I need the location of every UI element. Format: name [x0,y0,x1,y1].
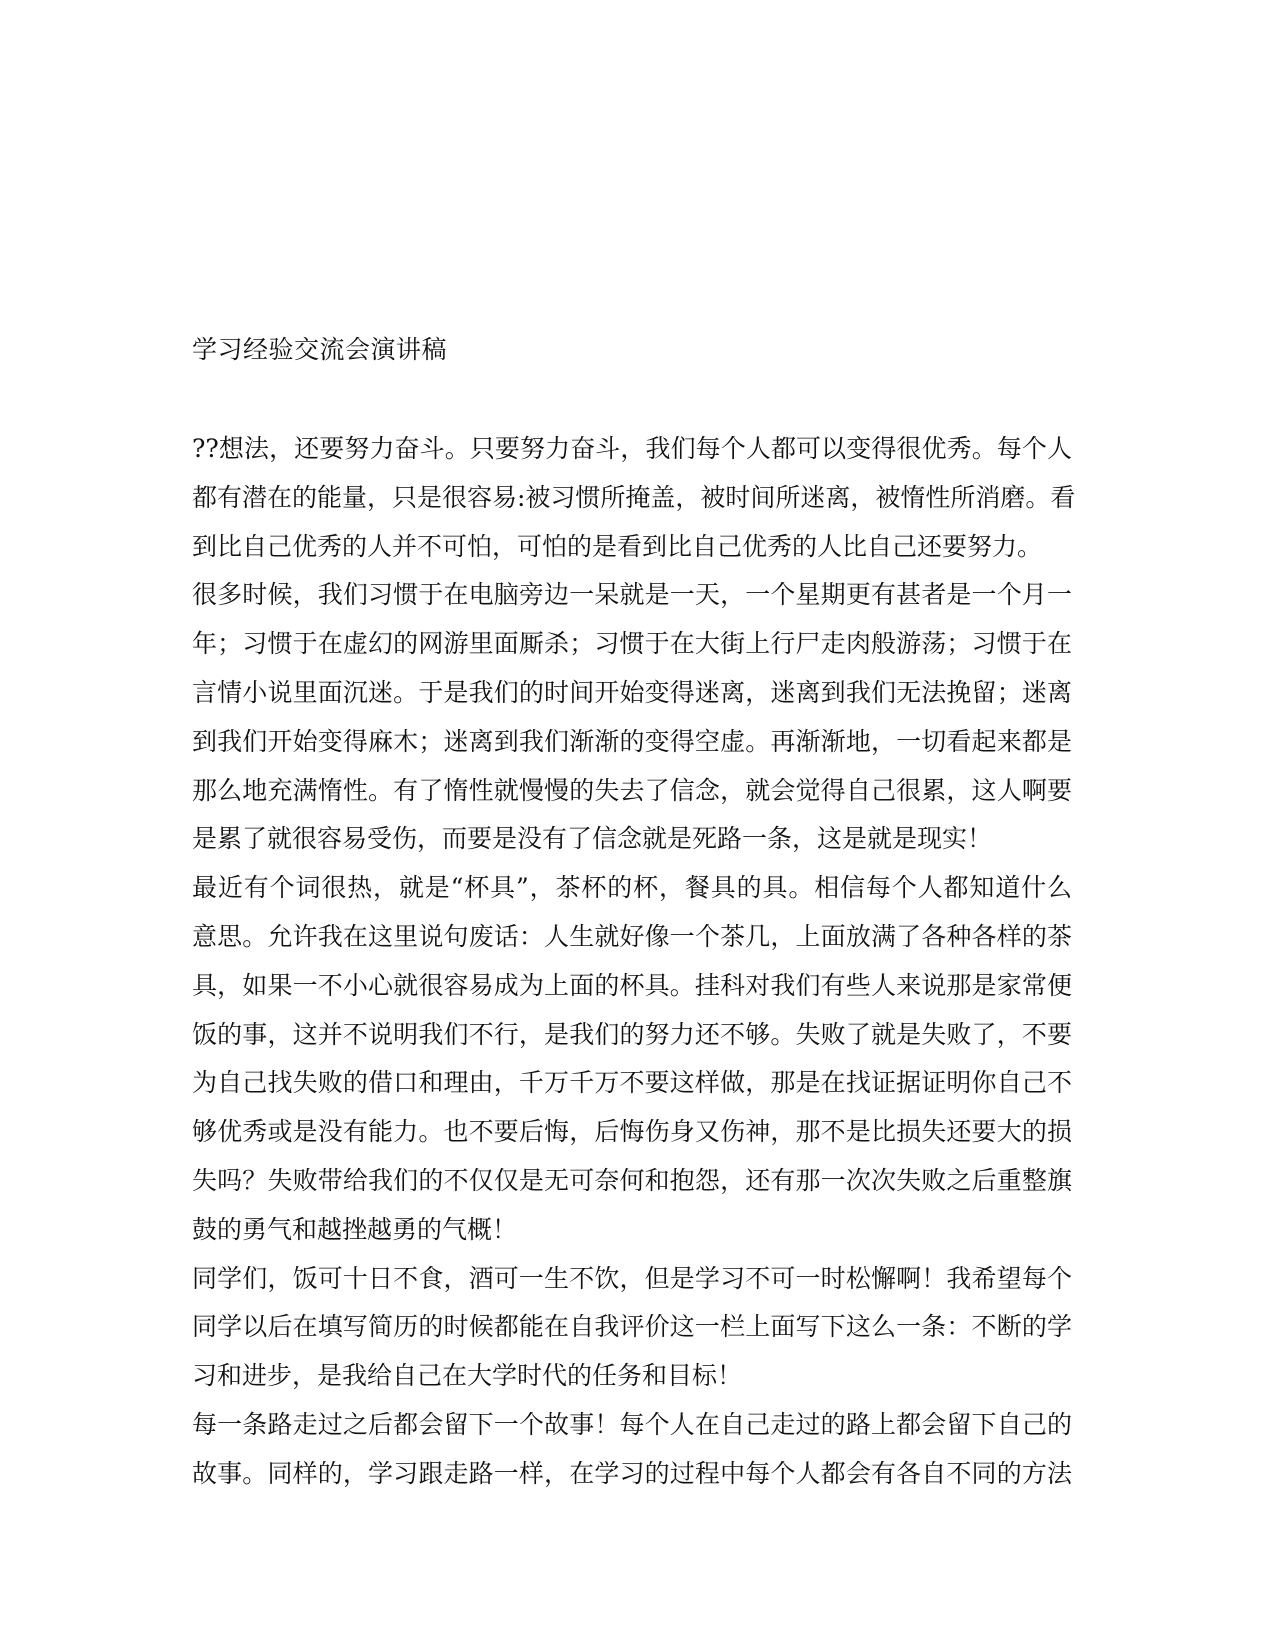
text-line: 到我们开始变得麻木；迷离到我们渐渐的变得空虚。再渐渐地，一切看起来都是 [192,726,1072,756]
text-line: 够优秀或是没有能力。也不要后悔，后悔伤身又伤神，那不是比损失还要大的损 [192,1117,1072,1147]
text-line: 那么地充满惰性。有了惰性就慢慢的失去了信念，就会觉得自己很累，这人啊要 [192,775,1072,805]
text-line: 同学们，饭可十日不食，酒可一生不饮，但是学习不可一时松懈啊！我希望每个 [192,1263,1072,1293]
text-line: 故事。同样的，学习跟走路一样，在学习的过程中每个人都会有各自不同的方法 [192,1458,1072,1488]
text-line: 饭的事，这并不说明我们不行，是我们的努力还不够。失败了就是失败了，不要 [192,1019,1072,1049]
text-line: 都有潜在的能量，只是很容易:被习惯所掩盖，被时间所迷离，被惰性所消磨。看 [192,482,1076,512]
text-line: 失吗？失败带给我们的不仅仅是无可奈何和抱怨，还有那一次次失败之后重整旗 [192,1165,1072,1195]
text-line: 年；习惯于在虚幻的网游里面厮杀；习惯于在大街上行尸走肉般游荡；习惯于在 [192,629,1072,659]
text-line: ??想法，还要努力奋斗。只要努力奋斗，我们每个人都可以变得很优秀。每个人 [192,434,1072,463]
text-line: 很多时候，我们习惯于在电脑旁边一呆就是一天，一个星期更有甚者是一个月一 [192,580,1072,610]
text-line: 为自己找失败的借口和理由，千万千万不要这样做，那是在找证据证明你自己不 [192,1068,1072,1098]
document-title: 学习经验交流会演讲稿 [192,335,448,364]
text-line: 每一条路走过之后都会留下一个故事！每个人在自己走过的路上都会留下自己的 [192,1409,1072,1439]
text-line: 同学以后在填写简历的时候都能在自我评价这一栏上面写下这么一条：不断的学 [192,1312,1072,1342]
text-line: 言情小说里面沉迷。于是我们的时间开始变得迷离，迷离到我们无法挽留；迷离 [192,677,1072,707]
text-line: 习和进步，是我给自己在大学时代的任务和目标！ [192,1361,743,1391]
text-line: 最近有个词很热，就是“杯具”，茶杯的杯，餐具的具。相信每个人都知道什么 [192,873,1072,903]
text-line: 具，如果一不小心就很容易成为上面的杯具。挂科对我们有些人来说那是家常便 [192,970,1072,1000]
document-body [192,425,1076,1499]
text-line: 到比自己优秀的人并不可怕，可怕的是看到比自己优秀的人比自己还要努力。 [192,531,1043,561]
text-line: 鼓的勇气和越挫越勇的气概！ [192,1214,518,1244]
text-line: 意思。允许我在这里说句废话：人生就好像一个茶几，上面放满了各种各样的茶 [192,921,1072,951]
text-line: 是累了就很容易受伤，而要是没有了信念就是死路一条，这是就是现实！ [192,824,993,854]
